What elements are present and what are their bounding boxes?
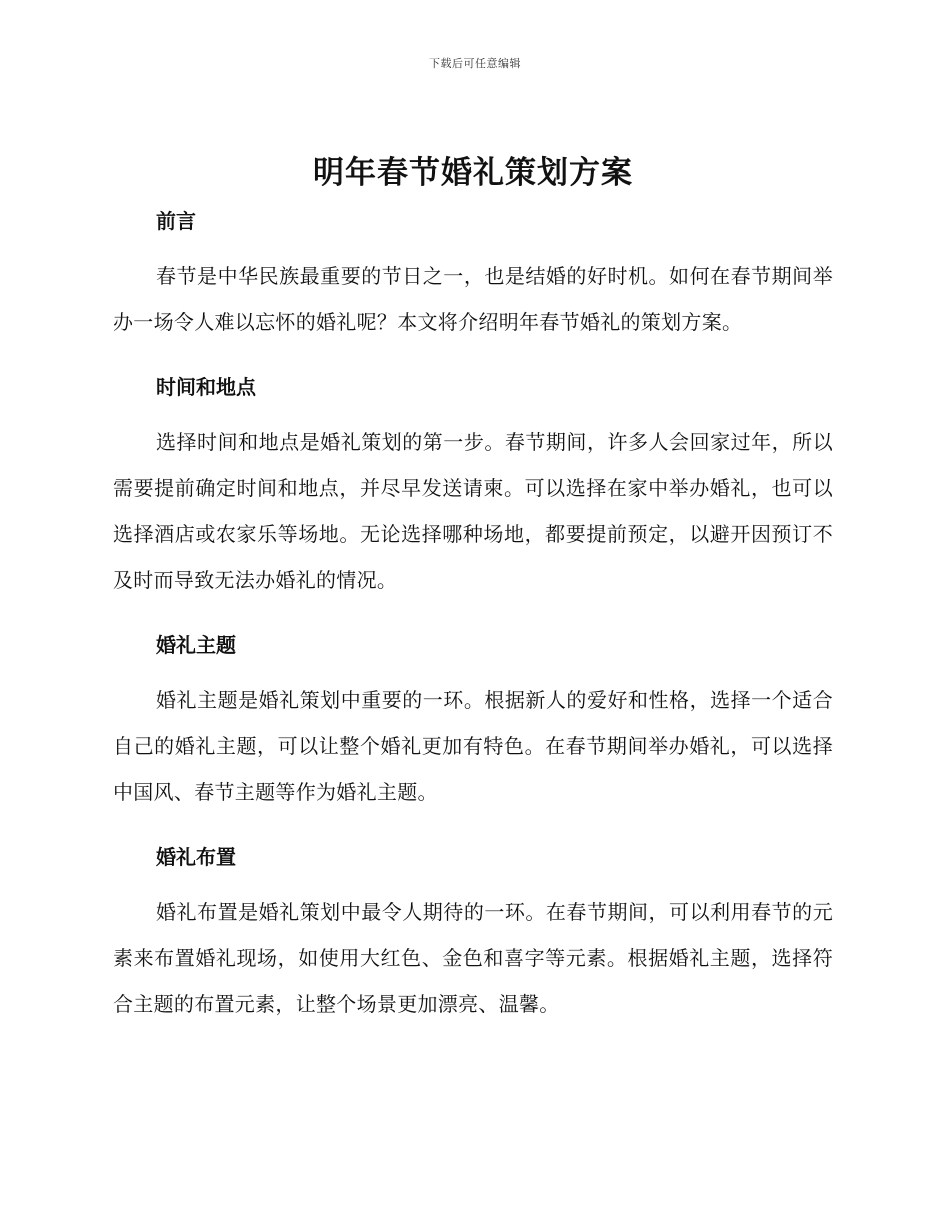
document-title: 明年春节婚礼策划方案 (313, 155, 633, 191)
section-heading-preface: 前言 (156, 209, 196, 233)
section-body-time-place: 选择时间和地点是婚礼策划的第一步。春节期间，许多人会回家过年，所以需要提前确定时间和地点，并尽早发送请柬。可以选择在家中举办婚礼，也可以选择酒店或农家乐等场地。无论选择哪种场地，都要提前预定，以避开因预订不及时而导致无法办婚礼的情况。 (113, 430, 833, 592)
section-body-preface: 春节是中华民族最重要的节日之一，也是结婚的好时机。如何在春节期间举办一场令人难以忘怀的婚礼呢？本文将介绍明年春节婚礼的策划方案。 (113, 264, 833, 334)
header-note: 下载后可任意编辑 (429, 57, 521, 70)
section-heading-time-place: 时间和地点 (156, 375, 256, 399)
section-body-theme: 婚礼主题是婚礼策划中重要的一环。根据新人的爱好和性格，选择一个适合自己的婚礼主题，可以让整个婚礼更加有特色。在春节期间举办婚礼，可以选择中国风、春节主题等作为婚礼主题。 (113, 688, 833, 804)
section-body-decoration: 婚礼布置是婚礼策划中最令人期待的一环。在春节期间，可以利用春节的元素来布置婚礼现场，如使用大红色、金色和喜字等元素。根据婚礼主题，选择符合主题的布置元素，让整个场景更加漂亮、温馨。 (113, 900, 833, 1016)
document-content (113, 148, 833, 1027)
section-heading-theme: 婚礼主题 (156, 633, 236, 657)
section-heading-decoration: 婚礼布置 (156, 845, 236, 869)
